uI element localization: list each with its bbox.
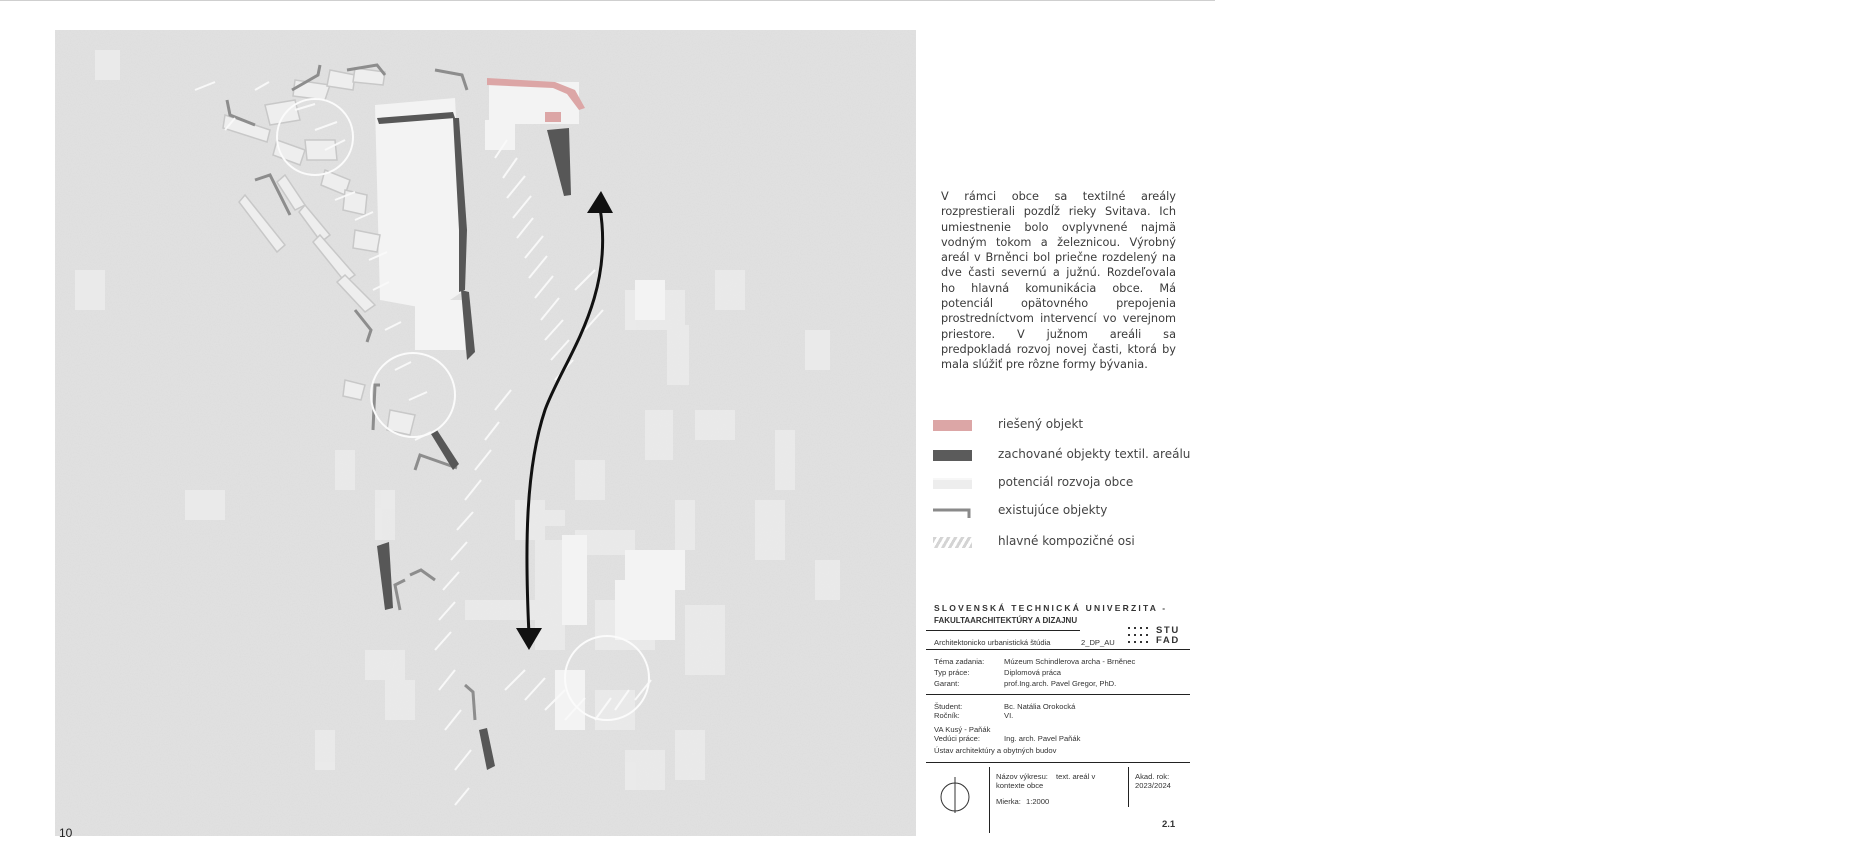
divider	[926, 649, 1190, 650]
legend-label: hlavné kompozičné osi	[998, 534, 1135, 548]
type-value: Diplomová práca	[1004, 668, 1061, 677]
stu-logo-dots	[1128, 627, 1152, 647]
guarantor-label: Garant:	[934, 679, 960, 688]
legend-item-development-potential	[933, 473, 1193, 493]
acad-year-value: 2023/2024	[1135, 781, 1171, 790]
sheet-number: 2.1	[1162, 819, 1176, 830]
top-rule	[0, 0, 1215, 1]
supervisor-label: Vedúci práce:	[934, 734, 981, 743]
drawing-value-2: kontexte obce	[996, 781, 1044, 790]
legend-swatch-white	[933, 478, 972, 489]
legend-swatch-hatch	[933, 537, 972, 548]
logo-fad: FAD	[1156, 635, 1180, 646]
institute: Ústav architektúry a obytných budov	[934, 746, 1057, 755]
topic-label: Téma zadania:	[934, 657, 985, 666]
student-value: Bc. Natália Orokocká	[1004, 702, 1076, 711]
legend-label: riešený objekt	[998, 417, 1084, 431]
scale-label: Mierka:	[996, 797, 1021, 806]
divider	[1128, 767, 1129, 807]
legend-label: zachované objekty textil. areálu	[998, 447, 1191, 461]
guarantor-value: prof.Ing.arch. Pavel Gregor, PhD.	[1004, 679, 1117, 688]
supervisor-value: Ing. arch. Pavel Paňák	[1004, 734, 1081, 743]
description-text: V rámci obce sa textilné areály rozprestierali pozdĺž rieky Svitava. Ich umiestnenie bolo ovplyvnené najmä vodným tokom a železnicou. Výrobný areál v Brněnci bol priečne rozdelený na dve časti severnú a južnú. Rozdeľovala ho hlavná komunikácia obce. Má potenciál opätovného prepojenia prostredníctvom intervencí vo verejnom priestore. V južnom areáli sa predpokladá rozvoj novej časti, ktorá by mala slúžiť pre rôzne formy bývania.	[941, 190, 1176, 372]
legend-swatch-pink	[933, 420, 972, 431]
legend-item-solved-object	[933, 415, 1193, 435]
studio-va: VA Kusý - Paňák	[934, 725, 991, 734]
scale-value: 1:2000	[1026, 797, 1050, 806]
drawing-value-1: text. areál v	[1056, 772, 1096, 781]
divider	[989, 767, 990, 833]
year-value: VI.	[1004, 711, 1014, 720]
student-label: Študent:	[934, 702, 963, 711]
university-name: SLOVENSKÁ TECHNICKÁ UNIVERZITA -	[934, 603, 1168, 613]
site-plan-map	[55, 30, 916, 836]
legend-label: potenciál rozvoja obce	[998, 475, 1134, 489]
studio-name: Architektonicko urbanistická štúdia	[934, 638, 1051, 647]
legend-label: existujúce objekty	[998, 503, 1108, 517]
drawing-label: Názov výkresu:	[996, 772, 1048, 781]
title-block	[926, 600, 1190, 836]
divider	[926, 762, 1190, 763]
year-label: Ročník:	[934, 711, 960, 720]
legend-item-existing-objects	[933, 501, 1193, 521]
legend-item-composition-axes	[933, 532, 1193, 552]
topic-value: Múzeum Schindlerova archa - Brněnec	[1004, 657, 1136, 666]
legend-item-preserved-objects	[933, 445, 1193, 465]
stu-fad-logo	[1156, 626, 1180, 646]
logo-stu: STU	[1156, 625, 1180, 636]
divider	[926, 694, 1190, 695]
north-arrow-icon	[938, 775, 972, 815]
legend-swatch-dark	[933, 450, 972, 461]
acad-year-label: Akad. rok:	[1135, 772, 1170, 781]
project-code: 2_DP_AU	[1081, 638, 1115, 647]
type-label: Typ práce:	[934, 668, 970, 677]
faculty-name: FAKULTAARCHITEKTÚRY A DIZAJNU	[934, 616, 1078, 625]
page-number: 10	[59, 826, 73, 840]
divider	[926, 630, 1080, 631]
legend-swatch-l-shape	[933, 506, 972, 517]
